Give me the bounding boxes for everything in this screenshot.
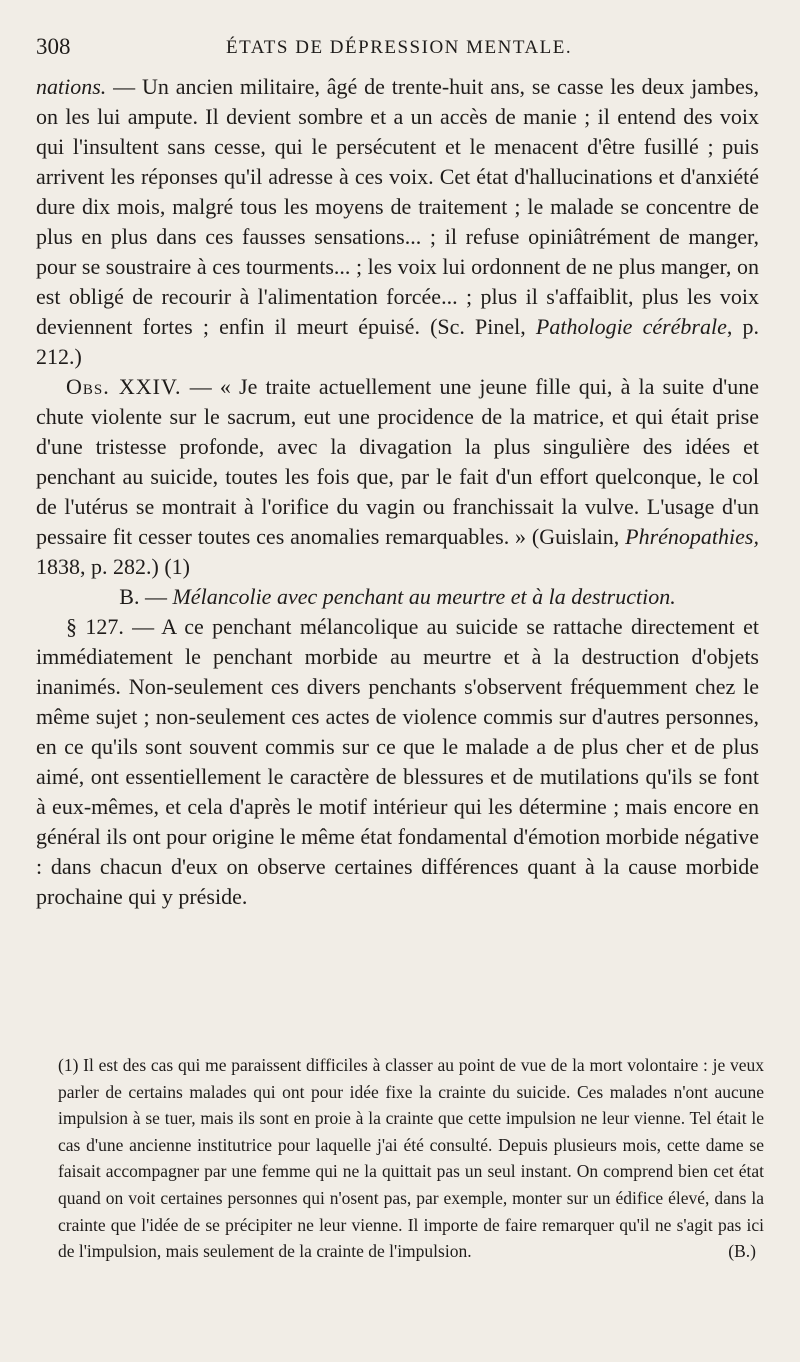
main-text xyxy=(36,72,759,912)
observation-paragraph xyxy=(36,372,759,582)
running-title: ÉTATS DE DÉPRESSION MENTALE. xyxy=(226,37,573,58)
footnote-signature: (B.) xyxy=(728,1241,756,1262)
section-title: Mélancolie avec penchant au meurtre et à la destruction. xyxy=(172,584,676,609)
paragraph-127: § 127. — A ce penchant mélancolique au suicide se rattache directement et immédiatement le penchant morbide au meurtre et à la destruction d'objets inanimés. Non-seulement ces divers penchants s'observent fréquemment chez le même sujet ; non-seulement ces actes de violence commis sur d'autres personnes, en ce qu'ils sont souvent commis sur ce que le malade a de plus cher et de plus aimé, ont essentiellement le caractère de blessures et de mutilations qu'ils se font à eux-mêmes, et cela d'après le motif intérieur qui les détermine ; mais encore en général ils ont pour origine le même état fondamental d'émotion morbide négative : dans chacun d'eux on observe certaines différences quant à la cause morbide prochaine qui y préside. xyxy=(36,614,760,909)
observation-citation-end: 1838, p. 282.) (1) xyxy=(36,554,190,579)
section-dash: — xyxy=(139,584,173,609)
citation-end: , p. 212.) xyxy=(36,314,760,369)
citation-title: Pathologie cérébrale xyxy=(535,314,727,339)
page-number: 308 xyxy=(36,34,71,59)
running-head xyxy=(36,34,760,66)
paragraph-hallucinations-case xyxy=(36,72,759,372)
observation-body: — « Je traite actuellement une jeune fille qui, à la suite d'une chute violente sur le sacrum, eut une procidence de la matrice, et qui était prise d'une tristesse profonde, avec la divagation la plus singulière des idées et penchant au suicide, toutes les fois que, par le fait d'un effort quelconque, le col de l'utérus se montrait à l'orifice du vagin ou franchissait la vulve. L'usage d'un pessaire fit cesser toutes ces anomalies remarquables. » (Guislain, xyxy=(36,374,759,549)
observation-citation-title: Phrénopathies, xyxy=(625,524,759,549)
observation-label: Obs. XXIV. xyxy=(66,374,182,399)
section-heading xyxy=(36,582,759,612)
section-letter: B. xyxy=(119,584,140,609)
paragraph-body: — Un ancien militaire, âgé de trente-huit ans, se casse les deux jambes, on les lui ampute. Il devient sombre et a un accès de manie ; il entend des voix qui l'insultent sans cesse, qui le persécutent et le menacent d'être fusillé ; puis arrivent les réponses qu'il adresse à ces voix. Cet état d'hallucinations et d'anxiété dure dix mois, malgré tous les moyens de traitement ; le malade se concentre de plus en plus dans ces fausses sensations... ; il refuse opiniâtrément de manger, pour se soustraire à ces tourments... ; les voix lui ordonnent de ne plus manger, on est obligé de recourir à l'alimentation forcée... ; plus il s'affaiblit, plus les voix deviennent fortes ; enfin il meurt épuisé. (Sc. Pinel, xyxy=(36,74,759,339)
footnote-area xyxy=(58,1052,764,1265)
paragraph-lead-word: nations. xyxy=(36,74,107,99)
footnote-text: (1) Il est des cas qui me paraissent difficiles à classer au point de vue de la mort volontaire : je veux parler de certains malades qui ont pour idée fixe la crainte du suicide. Ces malades n'ont aucune impulsion à se tuer, mais ils sont en proie à la crainte que cette impulsion ne leur vienne. Tel était le cas d'une ancienne institutrice pour laquelle j'ai été consulté. Depuis plusieurs mois, cette dame se faisait accompagner par une femme qui ne la quittait pas un seul instant. On comprend bien cet état quand on voit certaines personnes qui n'osent pas, par exemple, monter sur un édifice élevé, dans la crainte que l'idée de se précipiter ne leur vienne. Il importe de faire remarquer qu'il ne s'agit pas ici de l'impulsion, mais seulement de la crainte de l'impulsion. xyxy=(58,1055,764,1262)
